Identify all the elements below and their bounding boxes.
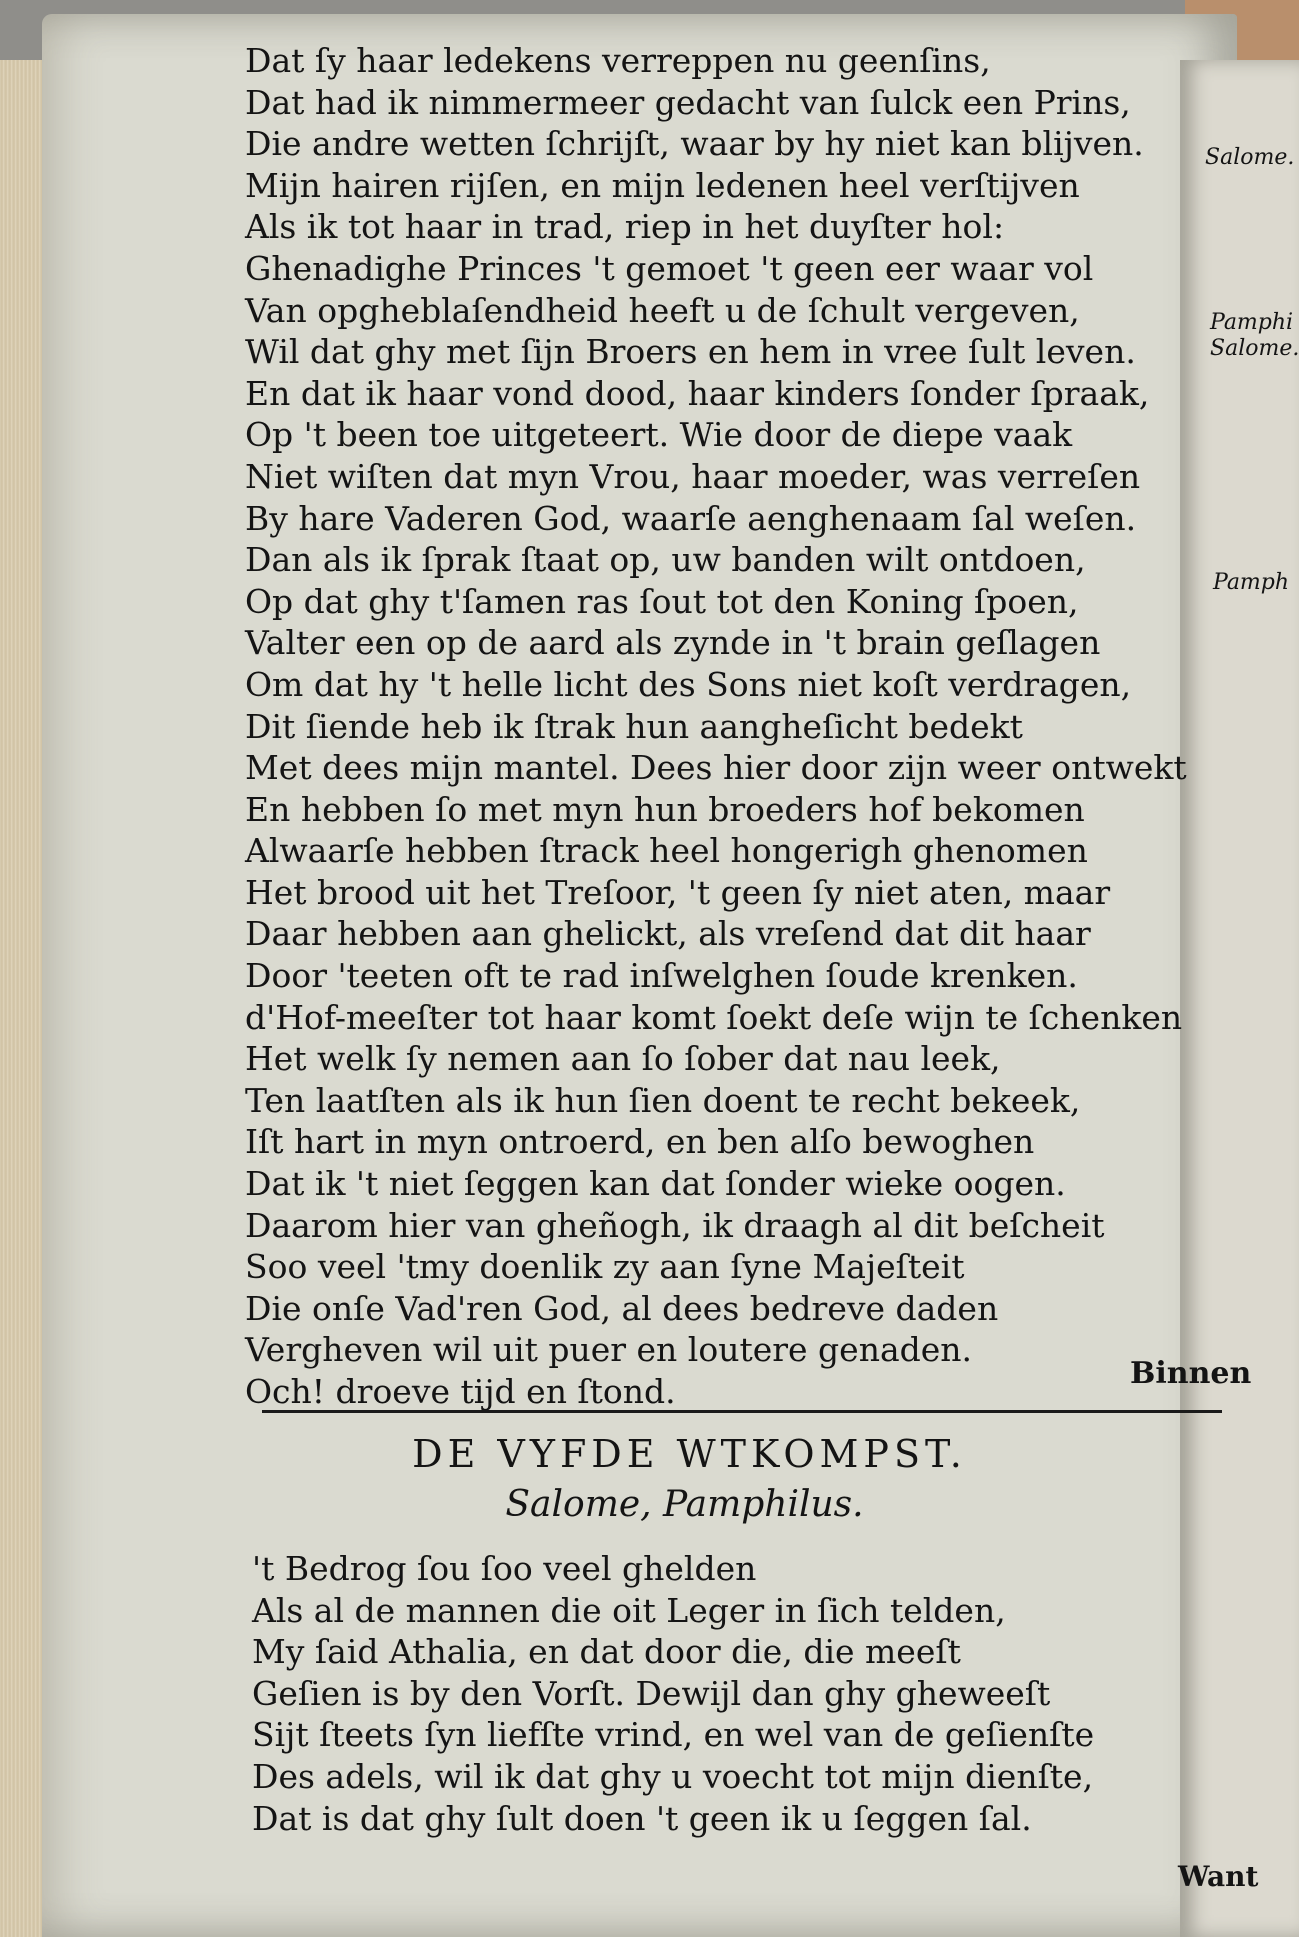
verse-line: Ten laatſten als ik hun ſien doent te recht bekeek, [245,1080,1081,1120]
scene-line: Geſien is by den Vorſt. Dewijl dan ghy gheweeſt [252,1673,1051,1713]
margin-speaker-pamphilus-2: Pamph [1213,570,1290,595]
verse-line: Och! droeve tijd en ſtond. [245,1372,676,1411]
scene-speakers: Salome, Pamphilus. [505,1484,864,1525]
scene-line: Als al de mannen die oit Leger in ſich telden, [252,1590,1006,1630]
verse-line: Dan als ik ſprak ſtaat op, uw banden wilt ontdoen, [245,540,1086,580]
verse-line: Op 't been toe uitgeteert. Wie door de diepe vaak [245,415,1073,455]
scene-line: My ſaid Athalia, en dat door die, die meeſt [252,1632,961,1672]
verse-line: d'Hof-meeſter tot haar komt ſoekt deſe wijn te ſchenken [245,997,1183,1037]
verse-line: Het welk ſy nemen aan ſo ſober dat nau leek, [245,1039,1001,1079]
margin-speaker-salome-2: Salome. [1210,336,1299,361]
margin-speaker-pamphilus: Pamphi [1210,310,1294,335]
stage-direction: Binnen [1130,1356,1252,1391]
margin-speaker-salome: Salome. [1205,145,1295,170]
verse-line: By hare Vaderen God, waarſe aenghenaam ſal weſen. [245,498,1137,538]
verse-line: Die onſe Vad'ren God, al dees bedreve daden [245,1288,999,1328]
verse-line: Wil dat ghy met ſijn Broers en hem in vree ſult leven. [245,332,1136,372]
verse-line: Soo veel 'tmy doenlik zy aan ſyne Majeſteit [245,1247,965,1287]
verse-line: Iſt hart in myn ontroerd, en ben alſo bewoghen [245,1122,1035,1162]
verse-line: Ghenadighe Princes 't gemoet 't geen eer waar vol [245,248,1094,288]
verse-line: Mijn hairen rijſen, en mijn ledenen heel verſtijven [245,165,1080,205]
verse-line: Van opgheblaſendheid heeft u de ſchult vergeven, [245,290,1080,330]
verse-line: Dat had ik nimmermeer gedacht van ſulck een Prins, [245,82,1131,122]
verse-line: Om dat hy 't helle licht des Sons niet koſt verdragen, [245,664,1132,704]
verse-line: Dat ſy haar ledekens verreppen nu geenſins, [245,41,991,80]
verse-line: Het brood uit het Treſoor, 't geen ſy niet aten, maar [245,872,1111,912]
scene-line: Sijt ſteets ſyn liefſte vrind, en wel van de geſienſte [252,1715,1095,1755]
verse-line: Met dees mijn mantel. Dees hier door zijn weer ontwekt [245,748,1187,788]
verse-line: Valter een op de aard als zynde in 't brain geſlagen [245,623,1101,663]
verse-line: Daar hebben aan ghelickt, als vreſend dat dit haar [245,914,1091,954]
scene-heading: DE VYFDE WTKOMPST. [412,1432,967,1476]
verse-line: Daarom hier van gheñogh, ik draagh al dit beſcheit [245,1205,1105,1245]
verse-line: Op dat ghy t'ſamen ras ſout tot den Koning ſpoen, [245,581,1079,621]
verse-line: Niet wiſten dat myn Vrou, haar moeder, was verreſen [245,456,1141,496]
verse-line: En dat ik haar vond dood, haar kinders ſonder ſpraak, [245,373,1150,413]
scene-line: Dat is dat ghy ſult doen 't geen ik u ſeggen ſal. [252,1798,1032,1838]
verse-line: Die andre wetten ſchrijſt, waar by hy niet kan blijven. [245,124,1144,164]
verse-line: En hebben ſo met myn hun broeders hof bekomen [245,789,1085,829]
verse-line: Alwaarſe hebben ſtrack heel hongerigh ghenomen [245,831,1088,871]
scene-line: Des adels, wil ik dat ghy u voecht tot mijn dienſte, [252,1756,1094,1796]
verse-text [245,40,1205,1413]
catchword: Want [1178,1860,1259,1893]
section-divider [262,1410,1222,1413]
verse-line: Door 'teeten oft te rad inſwelghen ſoude krenken. [245,956,1078,996]
scene-line: 't Bedrog ſou ſoo veel ghelden [252,1549,757,1588]
verse-line: Dit ſiende heb ik ſtrak hun aangheſicht bedekt [245,706,1023,746]
verse-line: Vergheven wil uit puer en loutere genaden. [245,1330,973,1370]
verse-line: Dat ik 't niet ſeggen kan dat ſonder wieke oogen. [245,1164,1066,1204]
scene-text [252,1548,1212,1839]
verse-line: Als ik tot haar in trad, riep in het duyſter hol: [245,207,1005,247]
